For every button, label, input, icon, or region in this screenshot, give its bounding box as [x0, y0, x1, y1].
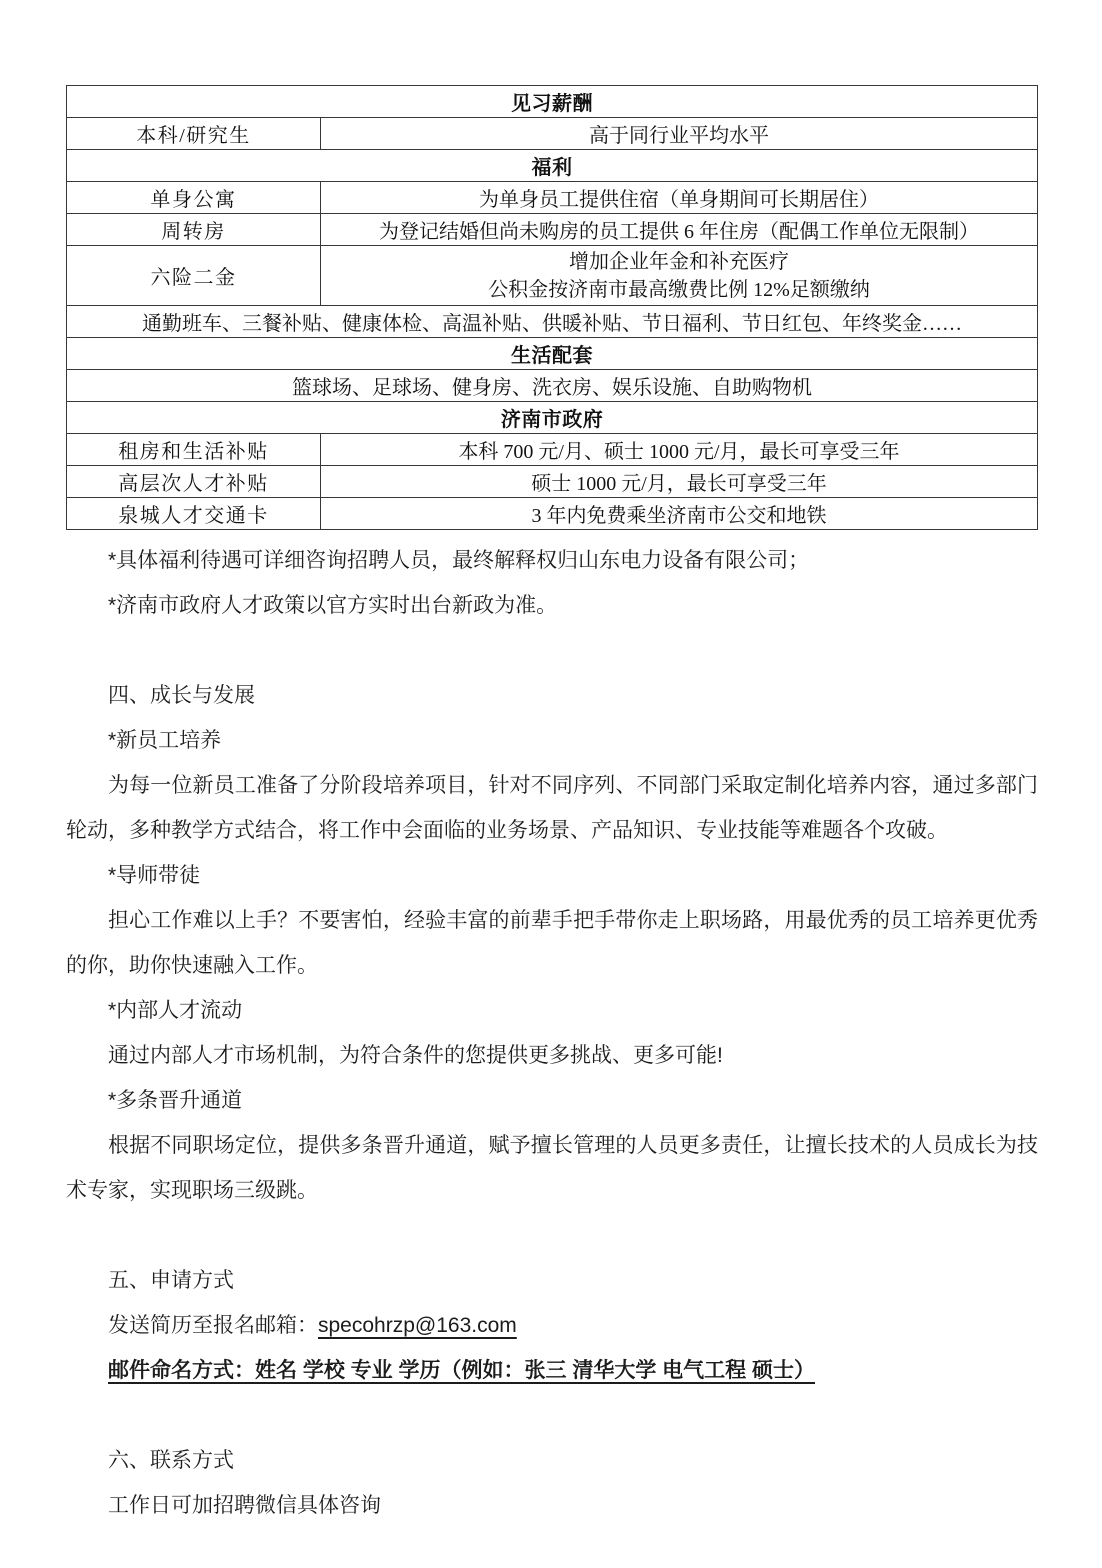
table-row — [67, 182, 1038, 214]
row-value: 高于同行业平均水平 — [321, 118, 1038, 150]
table-row — [67, 370, 1038, 402]
table-row — [67, 246, 1038, 306]
benefits-table — [66, 85, 1038, 530]
row-value: 硕士 1000 元/月，最长可享受三年 — [321, 466, 1038, 498]
row-label: 本科/研究生 — [67, 118, 321, 150]
email-link[interactable]: specohrzp@163.com — [318, 1314, 517, 1337]
row-value: 本科 700 元/月、硕士 1000 元/月，最长可享受三年 — [321, 434, 1038, 466]
footnote-policy: *济南市政府人才政策以官方实时出台新政为准。 — [108, 594, 558, 617]
table-section-header-row — [67, 338, 1038, 370]
row-value: 为单身员工提供住宿（单身期间可长期居住） — [321, 182, 1038, 214]
table-section-header-row — [67, 150, 1038, 182]
row-value: 3 年内免费乘坐济南市公交和地铁 — [321, 498, 1038, 530]
footnote-benefits: *具体福利待遇可详细咨询招聘人员，最终解释权归山东电力设备有限公司； — [108, 549, 810, 572]
row-value: 为登记结婚但尚未购房的员工提供 6 年住房（配偶工作单位无限制） — [321, 214, 1038, 246]
paragraph-new-employee-training: 为每一位新员工准备了分阶段培养项目，针对不同序列、不同部门采取定制化培养内容，通过多部门轮动，多种教学方式结合，将工作中会面临的业务场景、产品知识、专业技能等难题各个攻破。 — [66, 774, 1038, 842]
table-row — [67, 466, 1038, 498]
section-heading-growth: 四、成长与发展 — [108, 684, 255, 707]
subsection-mentorship: *导师带徒 — [108, 864, 201, 887]
section-header-living-facilities: 生活配套 — [67, 338, 1038, 370]
table-row — [67, 118, 1038, 150]
table-row — [67, 434, 1038, 466]
paragraph-promotion-channels: 根据不同职场定位，提供多条晋升通道，赋予擅长管理的人员更多责任，让擅长技术的人员成长为技术专家，实现职场三级跳。 — [66, 1134, 1038, 1202]
row-label: 单身公寓 — [67, 182, 321, 214]
naming-rule-line: 邮件命名方式：姓名 学校 专业 学历（例如：张三 清华大学 电气工程 硕士） — [108, 1359, 816, 1382]
row-value-line-2: 公积金按济南市最高缴费比例 12%足额缴纳 — [488, 278, 870, 301]
section-heading-application: 五、申请方式 — [108, 1269, 234, 1292]
section-heading-contact: 六、联系方式 — [108, 1449, 234, 1472]
row-label: 高层次人才补贴 — [67, 466, 321, 498]
row-label: 泉城人才交通卡 — [67, 498, 321, 530]
row-value — [321, 246, 1038, 306]
paragraph-internal-mobility: 通过内部人才市场机制，为符合条件的您提供更多挑战、更多可能! — [108, 1044, 723, 1067]
row-label: 六险二金 — [67, 246, 321, 306]
table-row — [67, 306, 1038, 338]
email-line — [66, 1303, 1038, 1348]
email-prefix: 发送简历至报名邮箱： — [108, 1314, 318, 1337]
row-full-other-benefits: 通勤班车、三餐补贴、健康体检、高温补贴、供暖补贴、节日福利、节日红包、年终奖金…… — [67, 306, 1038, 338]
table-section-header-row — [67, 86, 1038, 118]
subsection-internal-mobility: *内部人才流动 — [108, 999, 243, 1022]
blank-line — [66, 1393, 1038, 1438]
row-value-line-1: 增加企业年金和补充医疗 — [569, 250, 789, 273]
row-label: 租房和生活补贴 — [67, 434, 321, 466]
section-header-welfare: 福利 — [67, 150, 1038, 182]
blank-line — [66, 628, 1038, 673]
table-section-header-row — [67, 402, 1038, 434]
subsection-promotion-channels: *多条晋升通道 — [108, 1089, 243, 1112]
row-label: 周转房 — [67, 214, 321, 246]
paragraph-contact: 工作日可加招聘微信具体咨询 — [108, 1494, 381, 1517]
section-header-jinan-government: 济南市政府 — [67, 402, 1038, 434]
subsection-new-employee-training: *新员工培养 — [108, 729, 222, 752]
blank-line — [66, 1213, 1038, 1258]
table-row — [67, 498, 1038, 530]
section-header-internship-salary: 见习薪酬 — [67, 86, 1038, 118]
paragraph-mentorship: 担心工作难以上手？不要害怕，经验丰富的前辈手把手带你走上职场路，用最优秀的员工培养更优秀的你，助你快速融入工作。 — [66, 909, 1038, 977]
row-full-facilities: 篮球场、足球场、健身房、洗衣房、娱乐设施、自助购物机 — [67, 370, 1038, 402]
document-body — [66, 538, 1038, 1528]
table-row — [67, 214, 1038, 246]
